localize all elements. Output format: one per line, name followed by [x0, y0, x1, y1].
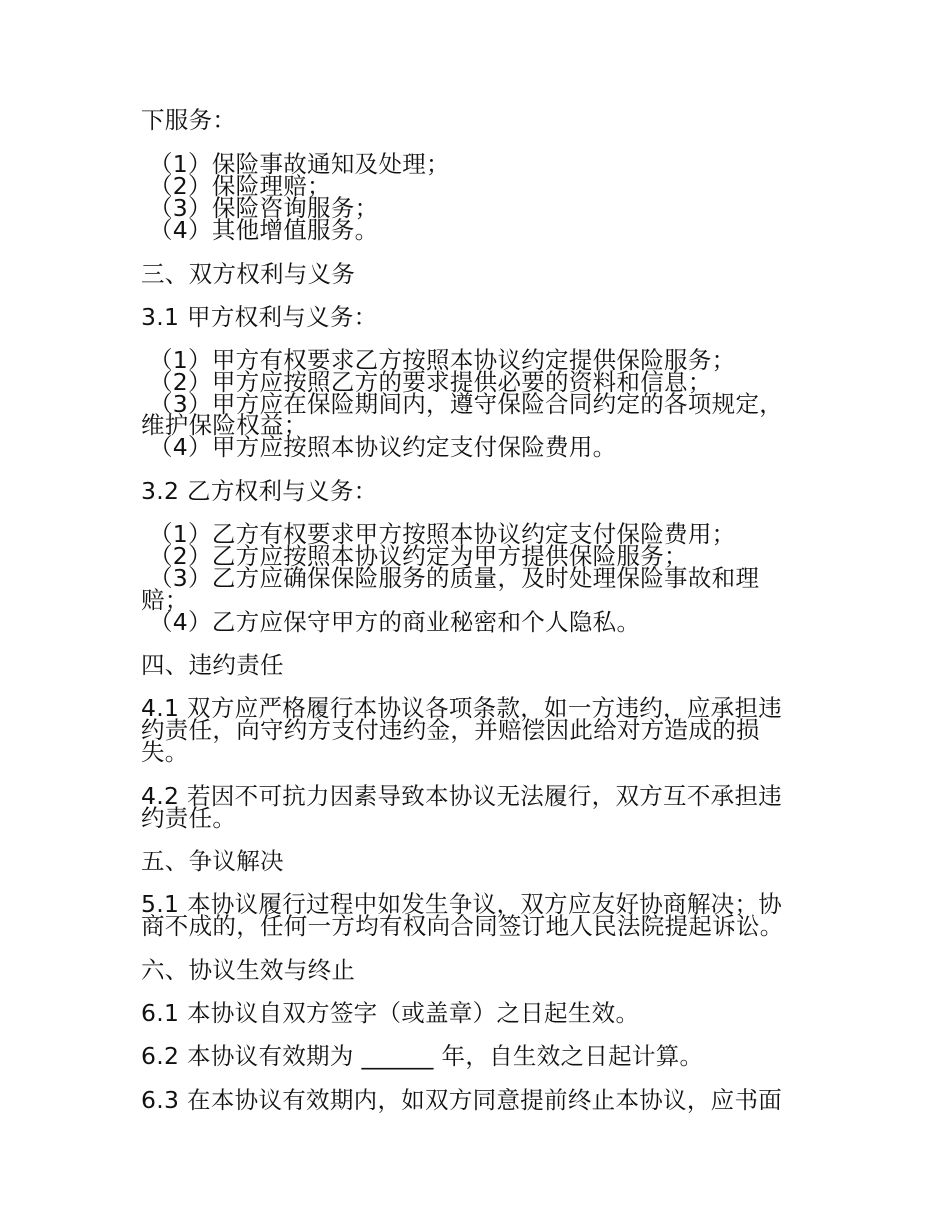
- section-6-heading: 六、协议生效与终止: [141, 956, 356, 984]
- party-b-item: （3）乙方应确保保险服务的质量，及时处理保险事故和理: [149, 564, 760, 592]
- clause-4-2-line: 约责任。: [141, 804, 237, 832]
- clause-6-3: 6.3 在本协议有效期内，如双方同意提前终止本协议，应书面: [141, 1086, 783, 1114]
- term-years-blank: ______: [361, 1042, 434, 1070]
- party-a-item-continued: 维护保险权益；: [141, 411, 308, 439]
- section-4-heading: 四、违约责任: [141, 651, 284, 679]
- clause-4-1-line: 失。: [141, 738, 189, 766]
- party-b-item: （2）乙方应按照本协议约定为甲方提供保险服务；: [149, 542, 688, 570]
- clause-4-2-line: 4.2 若因不可抗力因素导致本协议无法履行，双方互不承担违: [141, 782, 783, 810]
- clause-5-1-line: 商不成的，任何一方均有权向合同签订地人民法院提起诉讼。: [141, 912, 784, 940]
- section-3-heading: 三、双方权利与义务: [141, 260, 356, 288]
- section-3-2-heading: 3.2 乙方权利与义务：: [141, 477, 378, 505]
- party-b-item: （4）乙方应保守甲方的商业秘密和个人隐私。: [149, 608, 641, 636]
- intro-line: 下服务：: [141, 106, 237, 134]
- service-item: （1）保险事故通知及处理；: [149, 150, 450, 178]
- party-b-item: （1）乙方有权要求甲方按照本协议约定支付保险费用；: [149, 520, 736, 548]
- service-item: （2）保险理赔；: [149, 172, 331, 200]
- clause-6-2: [141, 1044, 703, 1068]
- party-b-item-continued: 赔；: [141, 586, 189, 614]
- clause-6-1: 6.1 本协议自双方签字（或盖章）之日起生效。: [141, 999, 640, 1027]
- party-a-item: （3）甲方应在保险期间内，遵守保险合同约定的各项规定，: [149, 390, 784, 418]
- clause-6-2-prefix: 6.2 本协议有效期为: [141, 1042, 354, 1070]
- clause-4-1-line: 4.1 双方应严格履行本协议各项条款，如一方违约，应承担违: [141, 694, 783, 722]
- clause-5-1-line: 5.1 本协议履行过程中如发生争议，双方应友好协商解决；协: [141, 890, 783, 918]
- section-3-1-heading: 3.1 甲方权利与义务：: [141, 303, 378, 331]
- party-a-item: （4）甲方应按照本协议约定支付保险费用。: [149, 433, 617, 461]
- service-item: （3）保险咨询服务；: [149, 194, 379, 222]
- service-item: （4）其他增值服务。: [149, 216, 379, 244]
- party-a-item: （1）甲方有权要求乙方按照本协议约定提供保险服务；: [149, 346, 736, 374]
- section-5-heading: 五、争议解决: [141, 847, 284, 875]
- clause-4-1-line: 约责任，向守约方支付违约金，并赔偿因此给对方造成的损: [141, 716, 760, 744]
- party-a-item: （2）甲方应按照乙方的要求提供必要的资料和信息；: [149, 368, 712, 396]
- clause-6-2-suffix: 年，自生效之日起计算。: [441, 1042, 704, 1070]
